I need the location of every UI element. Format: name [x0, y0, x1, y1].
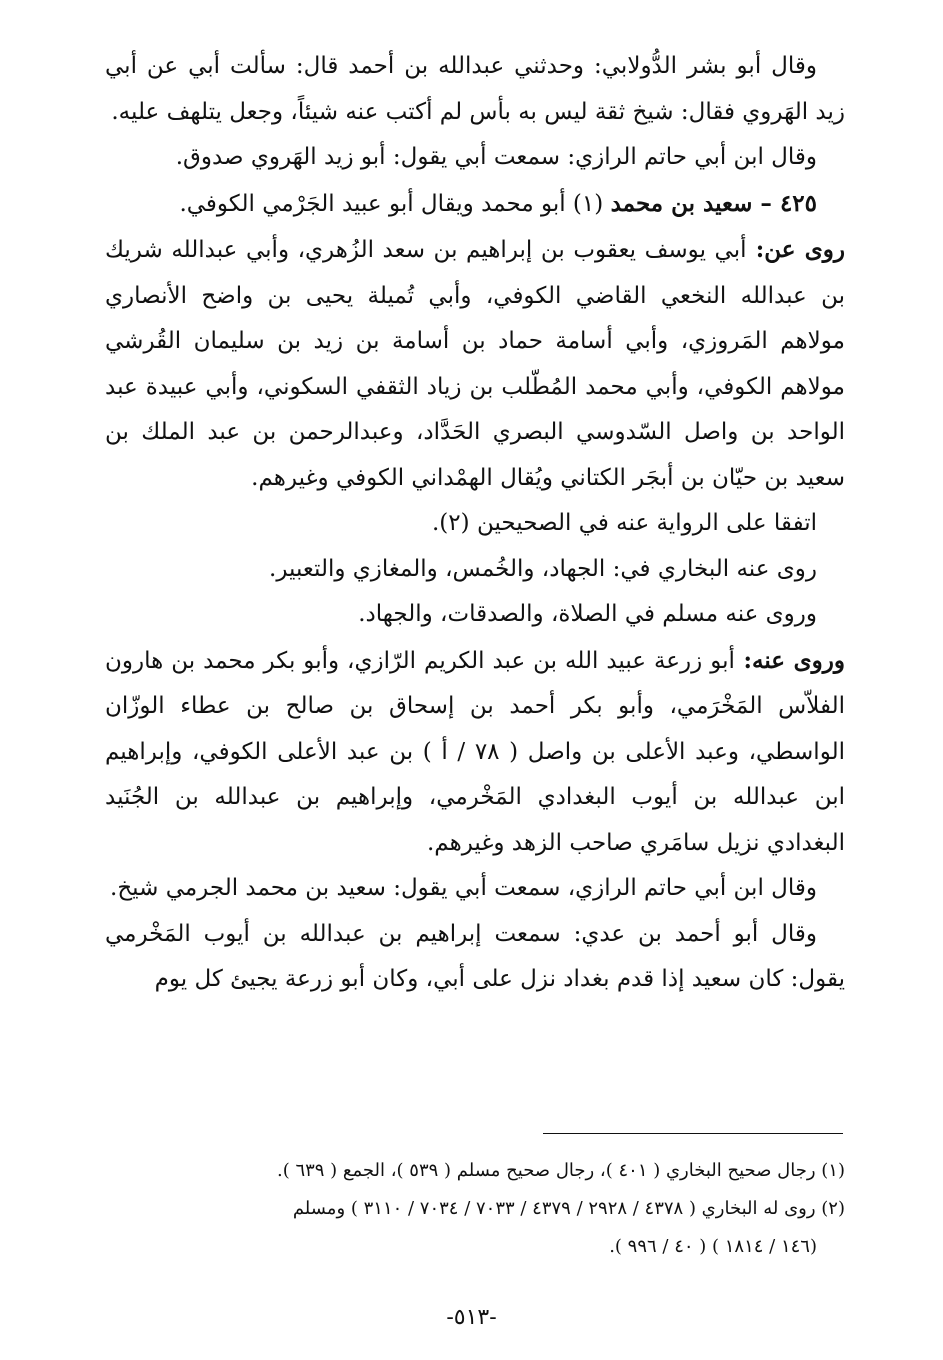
agreement-text: اتفقا على الرواية عنه في الصحيحين [476, 510, 817, 536]
narrated-by-label: وروى عنه: [734, 646, 845, 674]
narrated-from-text: أبي يوسف يعقوب بن إبراهيم بن سعد الزُهري، وأبي عبدالله شريك بن عبدالله النخعي القاضي الكوفي، وأبي تُميلة يحيى بن واضح الأنصاري مولاهم المَروزي، وأبي أسامة حماد بن أسامة بن زيد بن سليمان القُرشي مولاهم الكوفي، وأبي محمد المُطّلب بن زياد الثقفي السكوني، وأبي عبيدة عبد الواحد بن واصل السّدوسي البصري الحَدَّاد، وعبدالرحمن بن عبد الملك بن سعيد بن حيّان بن أبجَر الكتاني ويُقال الهمْداني الكوفي وغيرهم. [105, 237, 846, 491]
muslim-line: وروى عنه مسلم في الصلاة، والصدقات، والجهاد. [358, 601, 817, 627]
entry-footnote-ref: (١) [565, 190, 611, 217]
narrated-by [105, 638, 845, 867]
narrated-from [105, 227, 845, 501]
paragraph-abi-hatim-2: وقال ابن أبي حاتم الرازي، سمعت أبي يقول: سعيد بن محمد الجرمي شيخ. [110, 875, 817, 901]
paragraph-dulabi: وقال أبو بشر الدُّولابي: وحدثني عبدالله بن أحمد قال: سألت أبي عن أبي زيد الهَروي فقال: شيخ ثقة ليس به بأس لم أكتب عنه شيئاً، وجعل يتلهف عليه. [105, 53, 845, 125]
narrated-by-text: أبو زرعة عبيد الله بن عبد الكريم الرّازي، وأبو بكر محمد بن هارون الفلاّس المَخْرَمي، وأبو بكر أحمد بن إسحاق بن صالح بن عطاء الوزّان الواسطي، وعبد الأعلى بن واصل ( ٧٨ / أ ) بن عبد الأعلى الكوفي، وإبراهيم ابن عبدالله بن أيوب البغدادي المَخْرمي، وإبراهيم بن عبدالله بن الجُنَيد البغدادي نزيل سامَري صاحب الزهد وغيرهم. [105, 647, 845, 856]
footnote-2-continued: (١٤٦ / ١٨١٤ ) ( ٤٠ / ٩٩٦ ). [609, 1236, 817, 1257]
bukhari-line: روى عنه البخاري في: الجهاد، والخُمس، والمغازي والتعبير. [269, 555, 817, 582]
paragraph-ibn-adi: وقال أبو أحمد بن عدي: سمعت إبراهيم بن عبدالله بن أيوب المَخْرمي يقول: كان سعيد إذا قدم بغداد نزل على أبي، وكان أبو زرعة يجيئ كل يوم [105, 920, 845, 992]
footnote-1: (١) رجال صحيح البخاري ( ٤٠١ )، رجال صحيح مسلم ( ٥٣٩ )، الجمع ( ٦٣٩ ). [276, 1160, 845, 1181]
footnote-separator [543, 1133, 843, 1134]
entry-name: سعيد بن محمد [610, 189, 753, 217]
paragraph-abi-hatim: وقال ابن أبي حاتم الرازي: سمعت أبي يقول: أبو زيد الهَروي صدوق. [175, 144, 817, 170]
entry-kunya: أبو محمد ويقال أبو عبيد الجَرْمي الكوفي. [179, 190, 566, 217]
entry-number: ٤٢٥ – [752, 189, 817, 217]
agreement-footnote-ref: (٢). [432, 510, 477, 536]
main-text [105, 44, 845, 1003]
footnote-2: (٢) روى له البخاري ( ٤٣٧٨ / ٢٩٢٨ / ٤٣٧٩ / ٧٠٣٣ / ٧٠٣٤ / ٣١١٠ ) ومسلم [292, 1198, 845, 1219]
entry-heading [105, 181, 845, 228]
narrated-from-label: روى عن: [746, 236, 846, 263]
page-number: -٥١٣- [446, 1305, 497, 1330]
agreement-line [105, 501, 845, 547]
footnotes [105, 1152, 845, 1266]
